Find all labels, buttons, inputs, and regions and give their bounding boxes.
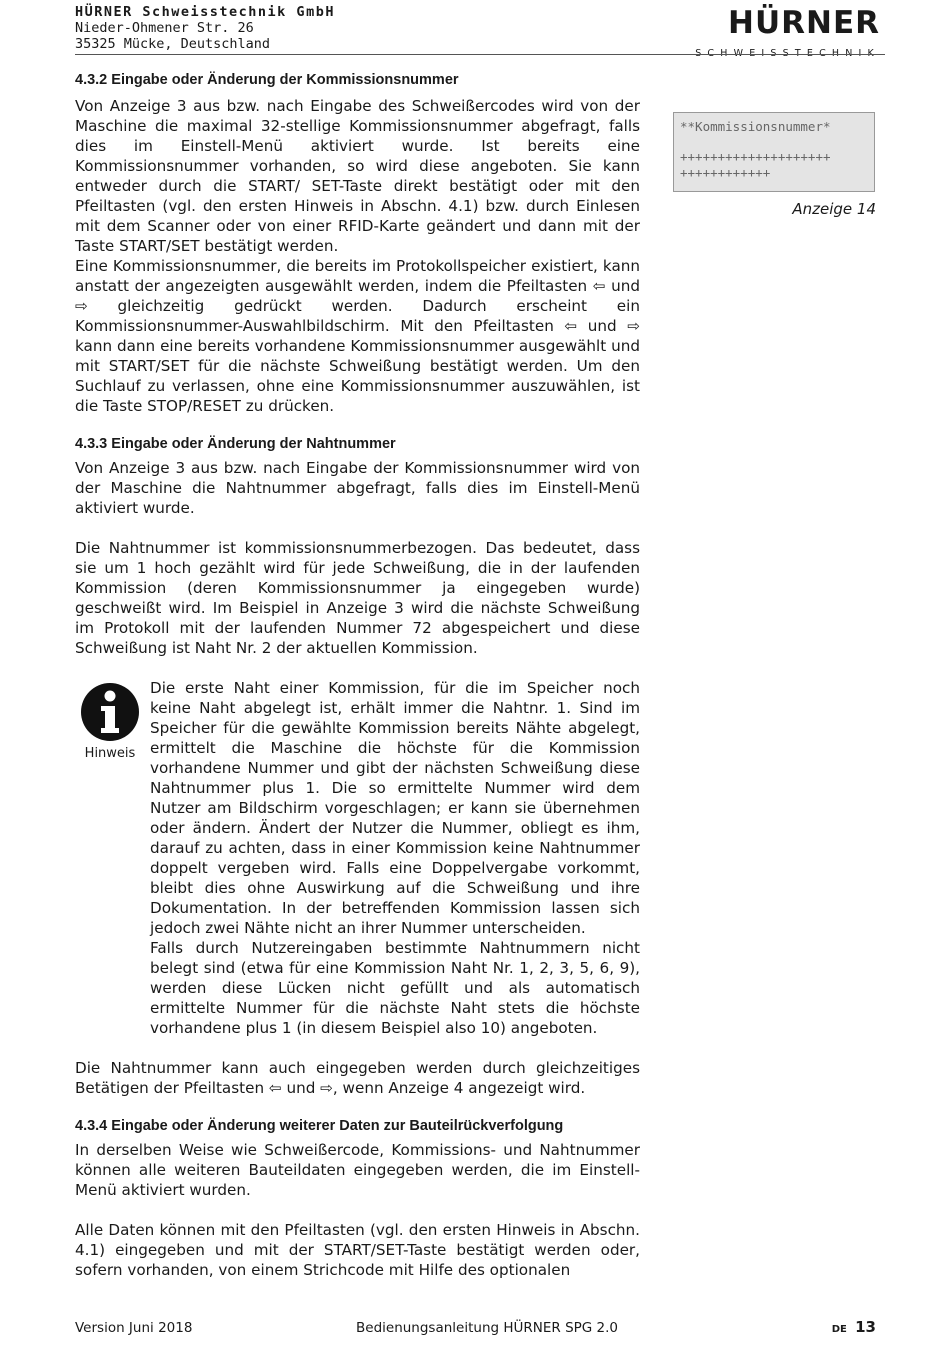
section-4-3-3-continued bbox=[75, 1058, 640, 1098]
paragraph: Die Nahtnummer kann auch eingegeben werden durch gleichzeitiges Betätigen der Pfeiltasten ⇦ und ⇨, wenn Anzeige 4 angezeigt wird. bbox=[75, 1059, 640, 1097]
footer-manual-title: Bedienungsanleitung HÜRNER SPG 2.0 bbox=[356, 1320, 619, 1336]
section-4-3-2-continued bbox=[75, 256, 640, 416]
section-4-3-2 bbox=[75, 70, 640, 256]
paragraph: Eine Kommissionsnummer, die bereits im Protokollspeicher existiert, kann anstatt der angezeigten ausgewählt werden, indem die Pfeiltasten ⇦ und ⇨ gleichzeitig gedrückt werden. Dadurch erscheint ein Kommissionsnummer-Auswahlbildschirm. Mit den Pfeiltasten ⇦ und ⇨ kann dann eine bereits vorhandene Kommissionsnummer ausgewählt und mit START/SET für die nächste Schweißung bestätigt werden. Um den Suchlauf zu verlassen, ohne eine Kommissionsnummer auszuwählen, ist die Taste STOP/RESET zu drücken. bbox=[75, 257, 640, 415]
company-name: HÜRNER Schweisstechnik GmbH bbox=[75, 4, 335, 20]
paragraph: In derselben Weise wie Schweißercode, Kommissions- und Nahtnummer können alle weiteren Bauteildaten eingegeben werden, die im Einstell-Menü aktiviert wurden. bbox=[75, 1141, 640, 1199]
footer-page bbox=[832, 1318, 876, 1336]
section-heading: 4.3.3 Eingabe oder Änderung der Nahtnummer bbox=[75, 436, 396, 452]
footer-language: DE bbox=[831, 1324, 847, 1335]
section-4-3-4 bbox=[75, 1116, 640, 1280]
info-icon bbox=[80, 682, 140, 742]
paragraph: Die erste Naht einer Kommission, für die im Speicher noch keine Naht abgelegt ist, erhält immer die Nahtnr. 1. Sind im Speicher für die gewählte Kommission bereits Nähte abgelegt, ermittelt die Maschine die höchste für die Kommission vorhandene Nummer und gibt der nächsten Schweißung diese Nahtnummer plus 1. Die so ermittelte Nummer wird dem Nutzer am Bildschirm vorgeschlagen; er kann sie übernehmen oder ändern. Ändert der Nutzer die Nummer, obliegt es ihm, darauf zu achten, dass in einer Kommission keine Nahtnummer doppelt vergeben wird. Falls eine Doppelvergabe vorkommt, bleibt dies ohne Auswirkung auf die Schweißung und ihre Dokumentation. In der betreffenden Kommission lassen sich jedoch zwei Nähte nicht an ihrer Nummer unterscheiden. bbox=[150, 679, 640, 937]
company-street: Nieder-Ohmener Str. 26 bbox=[75, 20, 254, 36]
section-4-3-3 bbox=[75, 434, 640, 658]
paragraph: Alle Daten können mit den Pfeiltasten (vgl. den ersten Hinweis in Abschn. 4.1) eingegeben und mit der START/SET-Taste bestätigt werden oder, sofern vorhanden, von einem Strichcode mit Hilfe des optionalen bbox=[75, 1221, 640, 1279]
page-number: 13 bbox=[855, 1318, 876, 1336]
display-line-1: **Kommissionsnummer* bbox=[680, 119, 831, 134]
header-divider bbox=[75, 54, 885, 55]
section-heading: 4.3.4 Eingabe oder Änderung weiterer Daten zur Bauteilrückverfolgung bbox=[75, 1118, 564, 1134]
note-label: Hinweis bbox=[84, 746, 136, 761]
display-line-3: ++++++++++++ bbox=[680, 165, 771, 180]
note-text bbox=[150, 678, 640, 1038]
company-address bbox=[75, 4, 335, 52]
logo-brand: HÜRNER bbox=[728, 5, 880, 41]
paragraph: Von Anzeige 3 aus bzw. nach Eingabe der Kommissionsnummer wird von der Maschine die Nahtnummer abgefragt, falls dies im Einstell-Menü aktiviert wurde. bbox=[75, 459, 640, 517]
hinweis-note bbox=[80, 682, 140, 761]
display-line-2: ++++++++++++++++++++ bbox=[680, 149, 831, 164]
section-heading: 4.3.2 Eingabe oder Änderung der Kommissionsnummer bbox=[75, 72, 459, 88]
display-caption: Anzeige 14 bbox=[792, 200, 876, 218]
paragraph: Falls durch Nutzereingaben bestimmte Nahtnummern nicht belegt sind (etwa für eine Kommission Naht Nr. 1, 2, 3, 5, 6, 9), werden diese Lücken nicht gefüllt und als automatisch ermittelte Nummer für die nächste Naht stets die höchste vorhandene plus 1 (in diesem Beispiel also 10) angeboten. bbox=[150, 939, 640, 1037]
company-city: 35325 Mücke, Deutschland bbox=[75, 36, 271, 52]
brand-logo bbox=[680, 6, 880, 59]
footer-version: Version Juni 2018 bbox=[75, 1320, 193, 1336]
machine-display bbox=[673, 112, 875, 192]
paragraph: Von Anzeige 3 aus bzw. nach Eingabe des Schweißercodes wird von der Maschine die maximal 32-stellige Kommissionsnummer abgefragt, falls dies im Einstell-Menü aktiviert wurde. Ist bereits eine Kommissionsnummer vorhanden, so wird diese angeboten. Sie kann entweder durch die START/ SET-Taste direkt bestätigt oder mit den Pfeiltasten (vgl. den ersten Hinweis in Abschn. 4.1) bzw. durch Einlesen mit dem Scanner oder von einer RFID-Karte geändert und dann mit der Taste START/SET bestätigt werden. bbox=[75, 97, 640, 255]
paragraph: Die Nahtnummer ist kommissionsnummerbezogen. Das bedeutet, dass sie um 1 hoch gezählt wird für jede Schweißung, die in der laufenden Kommission (deren Kommissionsnummer ja eingegeben wurde) geschweißt wird. Im Beispiel in Anzeige 3 wird die nächste Schweißung im Protokoll mit der laufenden Nummer 72 abgespeichert und diese Schweißung ist Naht Nr. 2 der aktuellen Kommission. bbox=[75, 539, 640, 657]
